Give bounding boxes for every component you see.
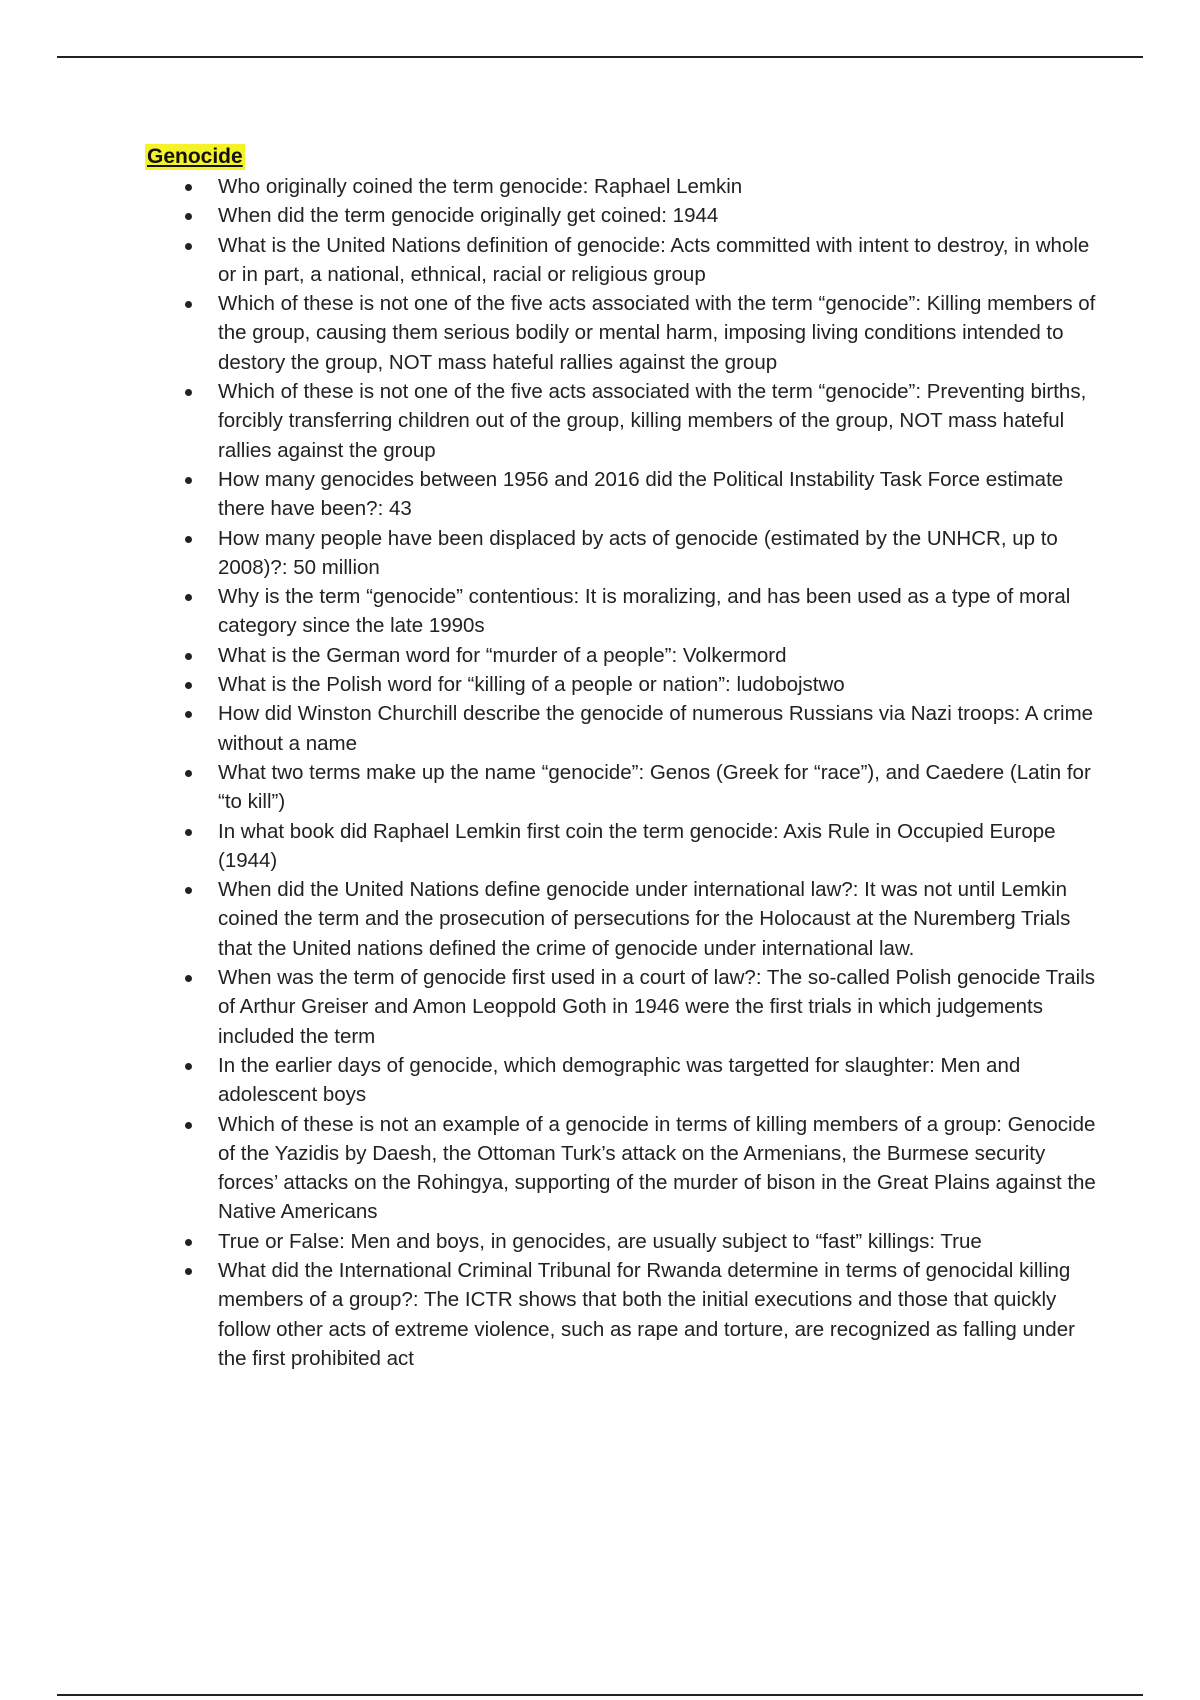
- list-item: When was the term of genocide first used in a court of law?: The so-called Polish genocide Trails of Arthur Greiser and Amon Leoppold Goth in 1946 were the first trials in which judgements included the term: [145, 963, 1105, 1051]
- list-item: Who originally coined the term genocide: Raphael Lemkin: [145, 172, 1105, 201]
- list-item: What is the Polish word for “killing of a people or nation”: ludobojstwo: [145, 670, 1105, 699]
- top-rule: [57, 56, 1143, 58]
- list-item: Which of these is not one of the five acts associated with the term “genocide”: Killing members of the group, causing them serious bodily or mental harm, imposing living conditions intended to destory the group, NOT mass hateful rallies against the group: [145, 289, 1105, 377]
- list-item: What is the United Nations definition of genocide: Acts committed with intent to destroy, in whole or in part, a national, ethnical, racial or religious group: [145, 231, 1105, 290]
- section-heading: Genocide: [147, 145, 243, 168]
- document-body: [145, 144, 1105, 1373]
- list-item: In the earlier days of genocide, which demographic was targetted for slaughter: Men and adolescent boys: [145, 1051, 1105, 1110]
- list-item: When did the term genocide originally get coined: 1944: [145, 201, 1105, 230]
- list-item: How many people have been displaced by acts of genocide (estimated by the UNHCR, up to 2008)?: 50 million: [145, 524, 1105, 583]
- list-item: Why is the term “genocide” contentious: It is moralizing, and has been used as a type of moral category since the late 1990s: [145, 582, 1105, 641]
- bottom-rule: [57, 1694, 1143, 1696]
- list-item: Which of these is not an example of a genocide in terms of killing members of a group: Genocide of the Yazidis by Daesh, the Ottoman Turk’s attack on the Armenians, the Burmese security forces’ attacks on the Rohingya, supporting of the murder of bison in the Great Plains against the Native Americans: [145, 1110, 1105, 1227]
- list-item: Which of these is not one of the five acts associated with the term “genocide”: Preventing births, forcibly transferring children out of the group, killing members of the group, NOT mass hateful rallies against the group: [145, 377, 1105, 465]
- list-item: What two terms make up the name “genocide”: Genos (Greek for “race”), and Caedere (Latin for “to kill”): [145, 758, 1105, 817]
- list-item: What did the International Criminal Tribunal for Rwanda determine in terms of genocidal killing members of a group?: The ICTR shows that both the initial executions and those that quickly follow other acts of extreme violence, such as rape and torture, are recognized as falling under the first prohibited act: [145, 1256, 1105, 1373]
- list-item: What is the German word for “murder of a people”: Volkermord: [145, 641, 1105, 670]
- list-item: In what book did Raphael Lemkin first coin the term genocide: Axis Rule in Occupied Europe (1944): [145, 817, 1105, 876]
- list-item: How many genocides between 1956 and 2016 did the Political Instability Task Force estimate there have been?: 43: [145, 465, 1105, 524]
- list-item: How did Winston Churchill describe the genocide of numerous Russians via Nazi troops: A crime without a name: [145, 699, 1105, 758]
- list-item: True or False: Men and boys, in genocides, are usually subject to “fast” killings: True: [145, 1227, 1105, 1256]
- list-item: When did the United Nations define genocide under international law?: It was not until Lemkin coined the term and the prosecution of persecutions for the Holocaust at the Nuremberg Trials that the United nations defined the crime of genocide under international law.: [145, 875, 1105, 963]
- question-list: [145, 172, 1105, 1373]
